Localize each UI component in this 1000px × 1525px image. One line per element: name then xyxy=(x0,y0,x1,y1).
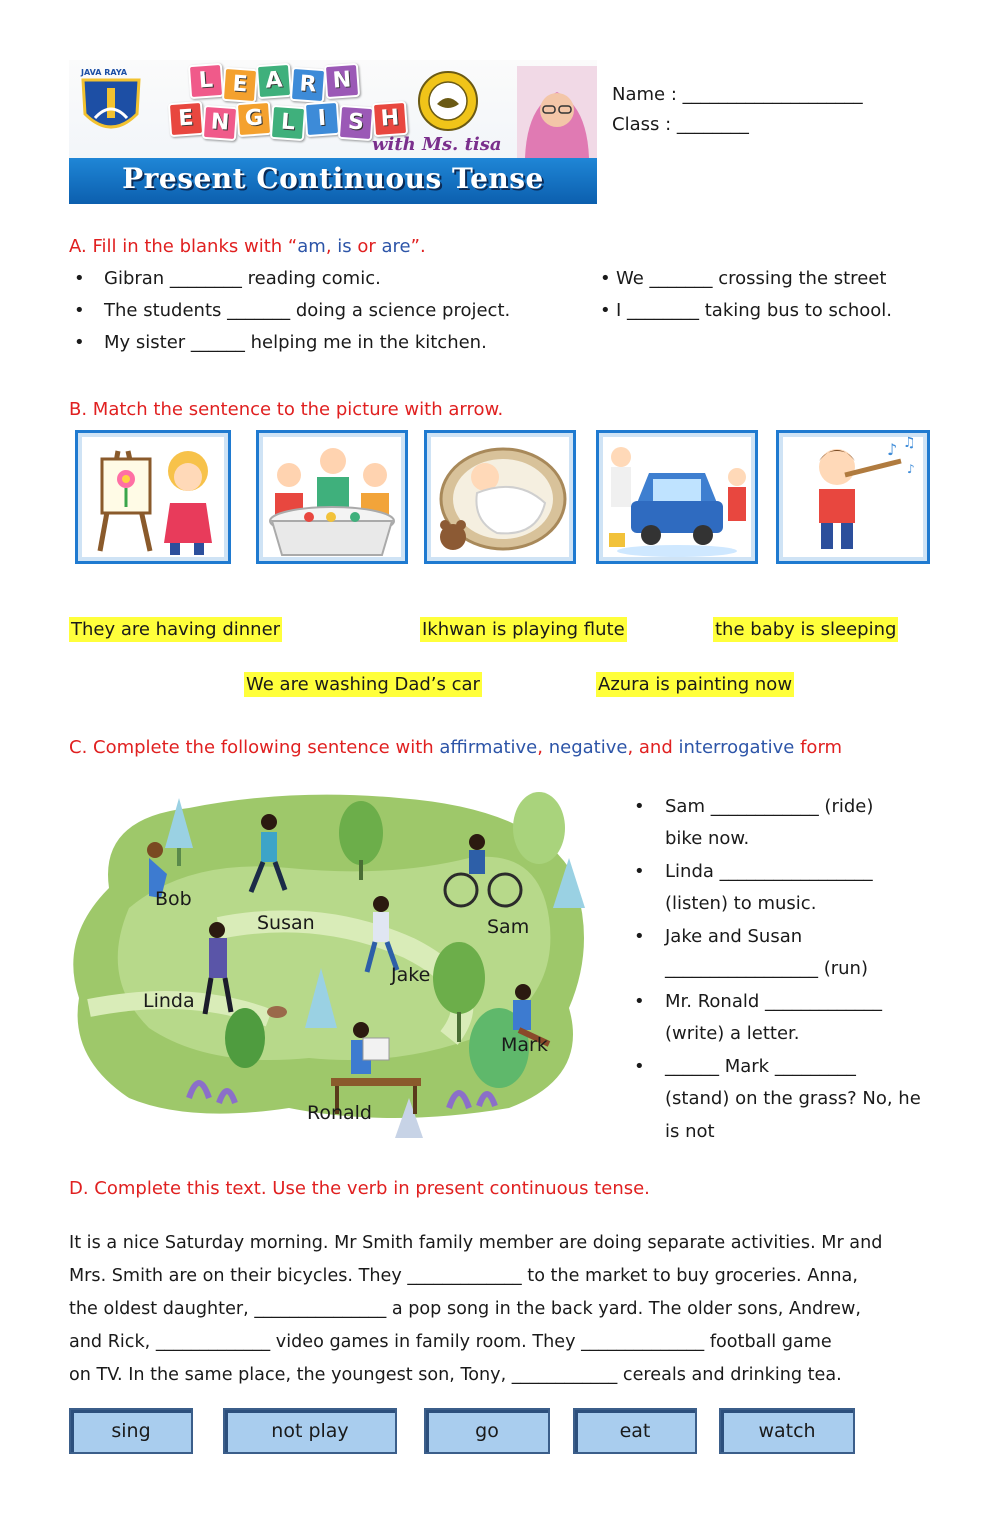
title-letter-tile: I xyxy=(304,101,340,137)
bullet-icon: • xyxy=(600,300,611,321)
word-go[interactable]: go xyxy=(424,1408,550,1454)
school-emblem-icon xyxy=(415,68,481,134)
title-letter-tile: A xyxy=(256,63,292,99)
title-letter-tile: H xyxy=(372,101,408,137)
list-item[interactable]: • Linda _________________ (listen) to music. xyxy=(634,861,873,914)
section-c-heading: C. Complete the following sentence with affirmative, negative, and interrogative form xyxy=(69,737,843,758)
list-item[interactable]: • Mr. Ronald _____________ (write) a letter. xyxy=(634,991,883,1044)
paragraph-line: Mrs. Smith are on their bicycles. They _____________ to the market to buy groceries. Anna, xyxy=(69,1266,858,1286)
match-sentence[interactable]: the baby is sleeping xyxy=(715,619,897,640)
svg-text:♫: ♫ xyxy=(903,435,916,451)
park-label-ronald: Ronald xyxy=(307,1102,372,1124)
picture-girl-painting[interactable] xyxy=(75,430,231,564)
match-sentence[interactable]: Ikhwan is playing flute xyxy=(422,619,625,640)
bullet-icon: • xyxy=(634,796,645,817)
word-sing[interactable]: sing xyxy=(69,1408,193,1454)
section-c-list xyxy=(634,796,921,1154)
list-item[interactable]: • I ________ taking bus to school. xyxy=(600,300,892,321)
bullet-icon: • xyxy=(634,1056,645,1077)
picture-boy-flute[interactable] xyxy=(776,430,930,564)
picture-family-dinner[interactable] xyxy=(256,430,408,564)
word-eat[interactable]: eat xyxy=(573,1408,697,1454)
title-letter-tile: L xyxy=(188,63,224,99)
title-letter-tile: G xyxy=(236,101,272,137)
header-banner xyxy=(69,60,597,204)
list-item[interactable]: • Gibran ________ reading comic. xyxy=(74,268,381,289)
picture-washing-car[interactable] xyxy=(596,430,758,564)
class-field[interactable]: Class : ________ xyxy=(612,114,749,135)
bullet-icon: • xyxy=(634,926,645,947)
title-letter-tile: R xyxy=(290,67,326,103)
title-letter-tile: N xyxy=(324,63,360,99)
jakarta-emblem-icon xyxy=(77,70,145,142)
section-b-heading: B. Match the sentence to the picture with arrow. xyxy=(69,399,504,420)
paragraph-line: It is a nice Saturday morning. Mr Smith family member are doing separate activities. Mr and xyxy=(69,1233,883,1253)
list-item[interactable]: • Sam ____________ (ride) bike now. xyxy=(634,796,874,849)
bullet-icon: • xyxy=(634,991,645,1012)
svg-text:♪: ♪ xyxy=(907,462,915,476)
teacher-photo xyxy=(517,66,597,158)
title-letter-tile: S xyxy=(338,105,374,141)
svg-text:♪: ♪ xyxy=(887,440,898,459)
park-illustration-graphic xyxy=(69,778,599,1140)
word-watch[interactable]: watch xyxy=(719,1408,855,1454)
section-d-paragraph xyxy=(69,1232,882,1397)
word-not-play[interactable]: not play xyxy=(223,1408,397,1454)
park-label-bob: Bob xyxy=(155,888,192,910)
paragraph-line: and Rick, _____________ video games in family room. They ______________ football game xyxy=(69,1332,832,1352)
section-a-heading: A. Fill in the blanks with “am, is or are”. xyxy=(69,236,426,257)
section-d-heading: D. Complete this text. Use the verb in present continuous tense. xyxy=(69,1178,650,1199)
title-letter-tile: L xyxy=(270,105,306,141)
bullet-icon: • xyxy=(634,861,645,882)
title-letter-tile: E xyxy=(222,67,258,103)
banner-subtitle: with Ms. tisa xyxy=(372,134,502,155)
match-sentence[interactable]: Azura is painting now xyxy=(598,674,793,695)
bullet-icon: • xyxy=(600,268,611,289)
list-item[interactable]: • Jake and Susan _________________ (run) xyxy=(634,926,868,979)
picture-baby-sleeping[interactable] xyxy=(424,430,576,564)
bullet-icon: • xyxy=(74,268,85,289)
match-sentence[interactable]: They are having dinner xyxy=(71,619,281,640)
bullet-icon: • xyxy=(74,300,85,321)
section-a-left-list xyxy=(74,268,510,364)
emblem-caption: JAVA RAYA xyxy=(81,68,128,77)
park-label-susan: Susan xyxy=(257,912,315,934)
paragraph-line: on TV. In the same place, the youngest son, Tony, ____________ cereals and drinking tea. xyxy=(69,1365,842,1385)
name-field[interactable]: Name : ____________________ xyxy=(612,84,863,105)
bullet-icon: • xyxy=(74,332,85,353)
banner-title: Present Continuous Tense xyxy=(122,162,544,195)
list-item[interactable]: • ______ Mark _________ (stand) on the grass? No, he is not xyxy=(634,1056,921,1142)
park-illustration xyxy=(69,778,599,1140)
title-letter-tile: N xyxy=(202,105,238,141)
title-letter-tile: E xyxy=(168,101,204,137)
park-label-linda: Linda xyxy=(143,990,195,1012)
match-sentence[interactable]: We are washing Dad’s car xyxy=(246,674,480,695)
paragraph-line: the oldest daughter, _______________ a pop song in the back yard. The older sons, Andrew, xyxy=(69,1299,861,1319)
park-label-mark: Mark xyxy=(501,1034,548,1056)
section-a-right-list xyxy=(600,268,892,332)
list-item[interactable]: • We _______ crossing the street xyxy=(600,268,887,289)
list-item[interactable]: • My sister ______ helping me in the kitchen. xyxy=(74,332,487,353)
park-label-sam: Sam xyxy=(487,916,530,938)
park-label-jake: Jake xyxy=(391,964,431,986)
list-item[interactable]: • The students _______ doing a science project. xyxy=(74,300,511,321)
